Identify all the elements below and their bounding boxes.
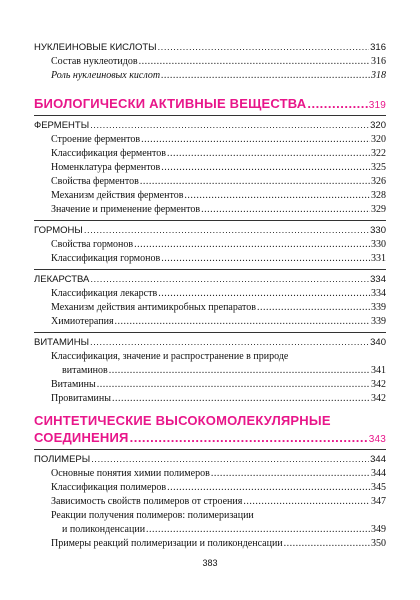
toc-item[interactable]: Номенклатура ферментов ..... 325 (34, 161, 386, 175)
toc-item[interactable]: Химиотерапия ..... 339 (34, 315, 386, 329)
toc-item[interactable]: Роль нуклеиновых кислот ..... 318 (34, 69, 386, 83)
toc-chapter-heading-line1[interactable]: СИНТЕТИЧЕСКИЕ ВЫСОКОМОЛЕКУЛЯРНЫЕ (34, 413, 331, 428)
divider (34, 332, 386, 333)
toc-item[interactable]: Свойства ферментов ..... 326 (34, 175, 386, 189)
toc-section-hormones[interactable]: ГОРМОНЫ ..... 330 (34, 224, 386, 238)
toc-item[interactable]: Витамины ..... 342 (34, 378, 386, 392)
toc-item-multiline-start[interactable]: Реакции получения полимеров: полимеризации (51, 510, 254, 521)
toc-chapter-heading[interactable]: БИОЛОГИЧЕСКИ АКТИВНЫЕ ВЕЩЕСТВА ..... 319 (34, 95, 386, 112)
toc-item[interactable]: Основные понятия химии полимеров ..... 344 (34, 467, 386, 481)
toc-item-multiline-end[interactable]: витаминов ..... 341 (34, 364, 386, 378)
toc-item-multiline-end[interactable]: и поликонденсации ..... 349 (34, 523, 386, 537)
toc-item[interactable]: Свойства гормонов ..... 330 (34, 238, 386, 252)
toc-item[interactable]: Механизм действия антимикробных препаратов ..... 339 (34, 301, 386, 315)
toc-section-enzymes[interactable]: ФЕРМЕНТЫ ..... 320 (34, 119, 386, 133)
toc-item-multiline-start[interactable]: Классификация, значение и распространение в природе (51, 351, 289, 362)
toc-item[interactable]: Строение ферментов ..... 320 (34, 133, 386, 147)
toc-item[interactable]: Классификация лекарств ..... 334 (34, 287, 386, 301)
divider (34, 220, 386, 221)
toc-section-polymers[interactable]: ПОЛИМЕРЫ ..... 344 (34, 453, 386, 467)
divider (34, 269, 386, 270)
toc-item[interactable]: Механизм действия ферментов ..... 328 (34, 189, 386, 203)
divider (34, 115, 386, 116)
toc-section-drugs[interactable]: ЛЕКАРСТВА ..... 334 (34, 273, 386, 287)
toc-section-nucleic-acids[interactable]: НУКЛЕИНОВЫЕ КИСЛОТЫ ..... 316 (34, 41, 386, 55)
toc-item[interactable]: Провитамины ..... 342 (34, 392, 386, 406)
toc-item[interactable]: Классификация полимеров ..... 345 (34, 481, 386, 495)
toc-chapter-heading-line2[interactable]: СОЕДИНЕНИЯ ..... 343 (34, 429, 386, 446)
toc-item[interactable]: Зависимость свойств полимеров от строения ..... 347 (34, 495, 386, 509)
page-number: 383 (202, 558, 218, 568)
toc-item[interactable]: Значение и применение ферментов ..... 329 (34, 203, 386, 217)
toc-item[interactable]: Примеры реакций полимеризации и поликонденсации ..... 350 (34, 537, 386, 551)
table-of-contents (34, 41, 386, 551)
toc-item[interactable]: Классификация ферментов ..... 322 (34, 147, 386, 161)
toc-item[interactable]: Классификация гормонов ..... 331 (34, 252, 386, 266)
toc-section-vitamins[interactable]: ВИТАМИНЫ ..... 340 (34, 336, 386, 350)
divider (34, 449, 386, 450)
toc-item[interactable]: Состав нуклеотидов ..... 316 (34, 55, 386, 69)
